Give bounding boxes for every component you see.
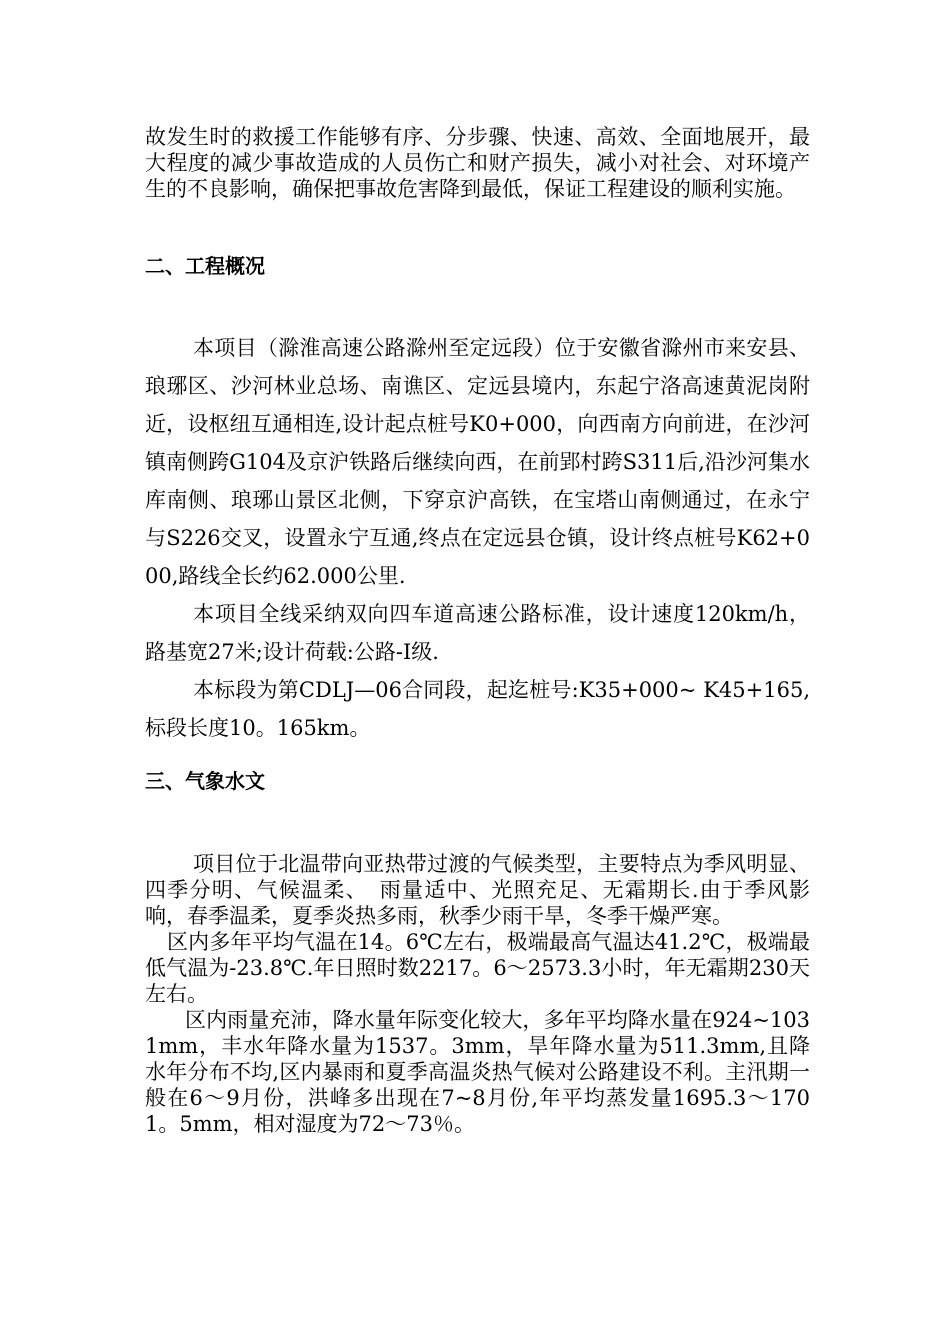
meteorology-paragraph-1: 项目位于北温带向亚热带过渡的气候类型，主要特点为季风明显、四季分明、气候温柔、 雨量适中、光照充足、无霜期长.由于季风影响，春季温柔，夏季炎热多雨，秋季少雨干旱，冬季干燥严寒。 — [145, 852, 810, 928]
project-overview-paragraph-3: 本标段为第CDLJ—06合同段，起迄桩号:K35+000~ K45+165,标段长度10。165km。 — [145, 678, 810, 740]
section-heading-meteorology-hydrology: 三、气象水文 — [145, 769, 265, 793]
project-overview-paragraph-1: 本项目（滁淮高速公路滁州至定远段）位于安徽省滁州市来安县、琅琊区、沙河林业总场、南谯区、定远县境内，东起宁洛高速黄泥岗附近，设枢纽互通相连,设计起点桩号K0+000，向西南方向前进，在沙河镇南侧跨G104及京沪铁路后继续向西，在前郢村跨S311后,沿沙河集水库南侧、琅琊山景区北侧，下穿京沪高铁，在宝塔山南侧通过，在永宁与S226交叉，设置永宁互通,终点在定远县仓镇，设计终点桩号K62+000,路线全长约62.000公里. — [145, 336, 810, 588]
section-heading-project-overview: 二、工程概况 — [145, 254, 265, 278]
project-overview-paragraph-2: 本项目全线采纳双向四车道高速公路标准，设计速度120km/h，路基宽27米;设计荷载:公路-I级. — [145, 602, 810, 664]
section-project-overview-body — [145, 329, 810, 747]
meteorology-paragraph-2: 区内多年平均气温在14。6℃左右，极端最高气温达41.2℃，极端最低气温为-23.8℃.年日照时数2217。6～2573.3小时，年无霜期230天左右。 — [145, 930, 810, 1006]
meteorology-paragraph-3: 区内雨量充沛，降水量年际变化较大，多年平均降水量在924~1031mm，丰水年降水量为1537。3mm，旱年降水量为511.3mm,且降水年分布不均,区内暴雨和夏季高温炎热气候对公路建设不利。主汛期一般在6～9月份，洪峰多出现在7~8月份,年平均蒸发量1695.3～1701。5mm，相对湿度为72～73％。 — [145, 1008, 810, 1136]
intro-paragraph: 故发生时的救援工作能够有序、分步骤、快速、高效、全面地展开，最大程度的减少事故造成的人员伤亡和财产损失，减小对社会、对环境产生的不良影响，确保把事故危害降到最低，保证工程建设的顺利实施。 — [145, 125, 810, 201]
section-meteorology-hydrology-body — [145, 851, 810, 1137]
